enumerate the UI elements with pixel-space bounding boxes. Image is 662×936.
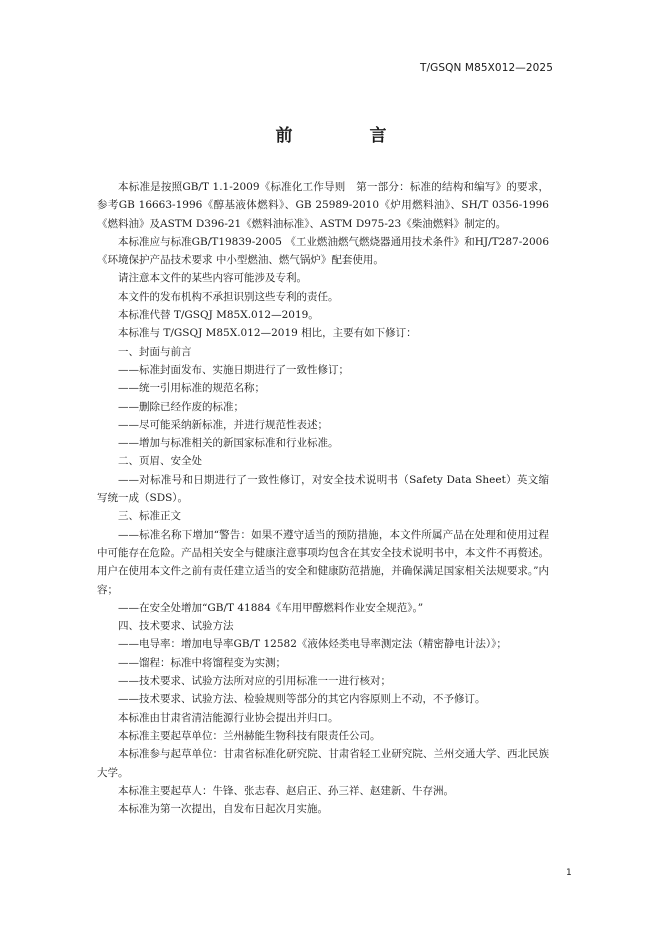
paragraph: 本标准由甘肃省清洁能源行业协会提出并归口。 [118, 711, 339, 724]
page-number: 1 [566, 868, 572, 878]
paragraph: 本标准为第一次提出，自发布日起次月实施。 [118, 803, 328, 816]
page-title: 前 言 [275, 126, 417, 146]
paragraph: 本标准参与起草单位：甘肃省标准化研究院、甘肃省轻工业研究院、兰州交通大学、西北民族大学。 [97, 748, 549, 779]
revision-item: ——电导率：增加电导率GB/T 12582《液体烃类电导率测定法（精密静电计法）》； [118, 638, 507, 651]
revision-item: ——技术要求、试验方法、检验规则等部分的其它内容原则上不动，不予修订。 [118, 693, 486, 706]
revision-item: ——馏程：标准中将馏程变为实测； [118, 656, 286, 669]
section-heading: 一、封面与前言 [118, 345, 192, 358]
revision-item: ——对标准号和日期进行了一致性修订，对安全技术说明书（Safety Data Sheet）英文缩写统一成（SDS）。 [97, 473, 549, 505]
paragraph: 本标准主要起草单位：兰州赫能生物科技有限责任公司。 [118, 729, 381, 742]
paragraph: 本标准代替 T/GSQJ M85X.012—2019。 [118, 309, 319, 322]
revision-item: ——在安全处增加“GB/T 41884《车用甲醇燃料作业安全规范》。” [118, 601, 424, 614]
paragraph: 本文件的发布机构不承担识别这些专利的责任。 [118, 290, 339, 303]
revision-item: ——标准名称下增加“警告：如果不遵守适当的预防措施，本文件所属产品在处理和使用过程中可能存在危险。产品相关安全与健康注意事项均包含在其安全技术说明书中，本文件不再赘述。用户在使用本文件之前有责任建立适当的安全和健康防范措施，并确保满足国家相关法规要求。”内容； [97, 528, 549, 596]
section-heading: 三、标准正文 [118, 510, 181, 523]
paragraph: 本标准是按照GB/T 1.1-2009《标准化工作导则 第一部分：标准的结构和编写》的要求，参考GB 16663-1996《醇基液体燃料》、GB 25989-2010《炉用燃料油》、SH/T 0356-1996《燃料油》及ASTM D396-21《燃料油标准》、ASTM D975-23《柴油燃料》制定的。 [97, 181, 549, 230]
revision-item: ——删除已经作废的标准； [118, 400, 244, 413]
standard-code-header: T/GSQN M85X012—2025 [420, 62, 553, 74]
paragraph: 本标准与 T/GSQJ M85X.012—2019 相比，主要有如下修订： [118, 327, 417, 340]
paragraph: 本标准应与标准GB/T19839-2005 《工业燃油燃气燃烧器通用技术条件》和HJ/T287-2006《环境保护产品技术要求 中小型燃油、燃气锅炉》配套使用。 [97, 235, 549, 267]
preface-body [97, 178, 549, 818]
paragraph: 本标准主要起草人：牛锋、张志春、赵启正、孙三祥、赵建新、牛存洲。 [118, 784, 454, 797]
paragraph: 请注意本文件的某些内容可能涉及专利。 [118, 272, 307, 285]
section-heading: 四、技术要求、试验方法 [118, 620, 234, 633]
revision-item: ——增加与标准相关的新国家标准和行业标准。 [118, 437, 339, 450]
revision-item: ——统一引用标准的规范名称； [118, 382, 265, 395]
revision-item: ——标准封面发布、实施日期进行了一致性修订； [118, 363, 349, 376]
revision-item: ——尽可能采纳新标准，并进行规范性表述； [118, 418, 328, 431]
section-heading: 二、页眉、安全处 [118, 455, 202, 468]
revision-item: ——技术要求、试验方法所对应的引用标准一一进行核对； [118, 675, 391, 688]
